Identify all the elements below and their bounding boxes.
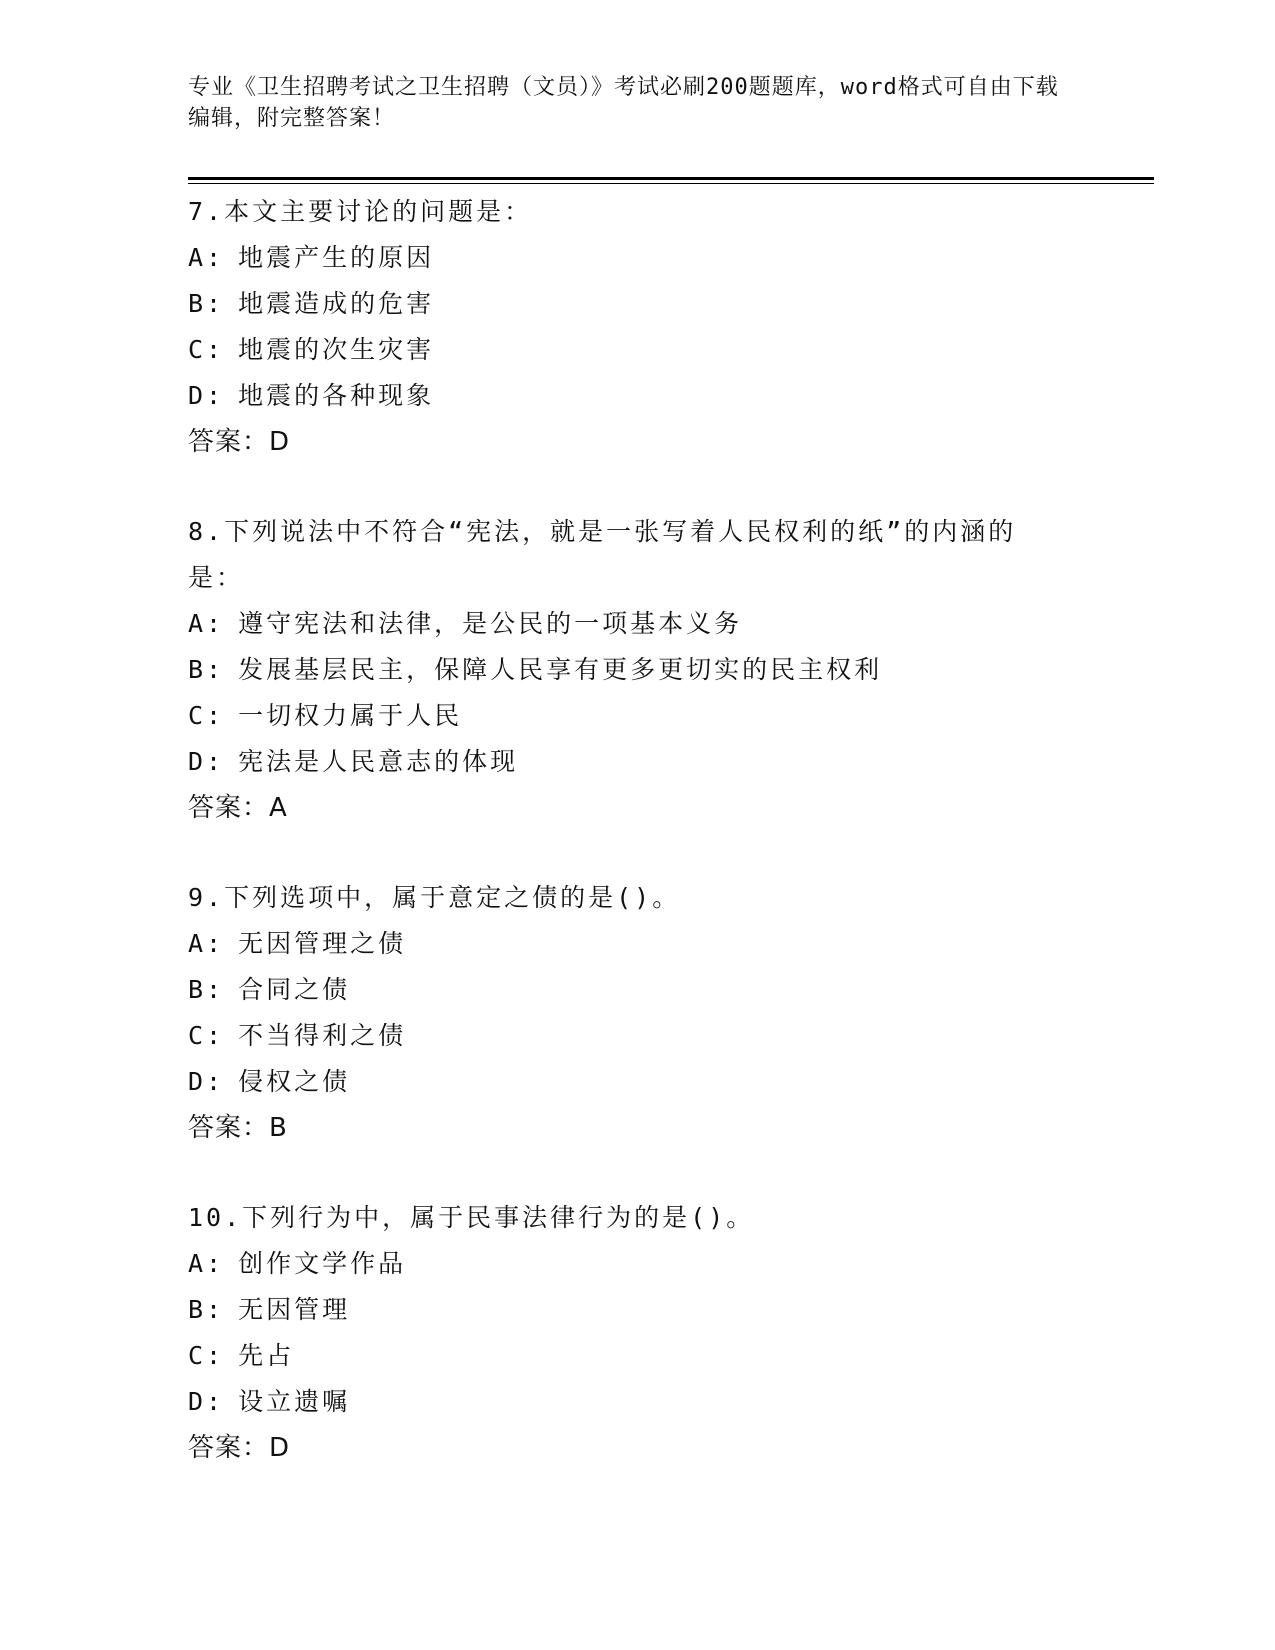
option-key: C: — [188, 701, 225, 730]
header-divider-thin — [188, 183, 1154, 184]
question-stem: 8.下列说法中不符合“宪法，就是一张写着人民权利的纸”的内涵的是： — [188, 517, 1017, 592]
option-c — [188, 327, 1068, 373]
option-key: D: — [188, 1387, 225, 1416]
option-b — [188, 967, 1068, 1013]
question-gap — [188, 831, 1068, 875]
option-text: 地震造成的危害 — [238, 289, 435, 318]
answer-label: 答案：A — [188, 793, 288, 823]
option-text: 合同之债 — [238, 975, 351, 1004]
option-key: B: — [188, 975, 225, 1004]
option-text: 不当得利之债 — [238, 1021, 407, 1050]
option-key: C: — [188, 1341, 225, 1370]
option-d — [188, 1379, 1068, 1425]
option-a — [188, 601, 1068, 647]
option-a — [188, 921, 1068, 967]
question-8 — [188, 509, 1068, 831]
question-gap — [188, 1151, 1068, 1195]
option-text: 先占 — [238, 1341, 295, 1370]
question-gap — [188, 465, 1068, 509]
option-text: 无因管理 — [238, 1295, 351, 1324]
option-text: 地震的各种现象 — [238, 381, 435, 410]
option-text: 创作文学作品 — [238, 1249, 407, 1278]
answer-label: 答案：B — [188, 1113, 288, 1143]
option-d — [188, 1059, 1068, 1105]
option-key: D: — [188, 1067, 225, 1096]
question-stem: 10.下列行为中，属于民事法律行为的是()。 — [188, 1203, 755, 1232]
option-key: A: — [188, 929, 225, 958]
option-a — [188, 1241, 1068, 1287]
question-9 — [188, 875, 1068, 1151]
question-list — [188, 189, 1068, 1471]
option-key: A: — [188, 1249, 225, 1278]
option-text: 发展基层民主，保障人民享有更多更切实的民主权利 — [238, 655, 883, 684]
option-c — [188, 693, 1068, 739]
question-10 — [188, 1195, 1068, 1471]
option-text: 遵守宪法和法律，是公民的一项基本义务 — [238, 609, 743, 638]
option-text: 宪法是人民意志的体现 — [238, 747, 519, 776]
document-intro: 专业《卫生招聘考试之卫生招聘（文员）》考试必刷200题题库，word格式可自由下载编辑，附完整答案！ — [188, 75, 1059, 131]
option-text: 一切权力属于人民 — [238, 701, 463, 730]
option-text: 侵权之债 — [238, 1067, 351, 1096]
option-c — [188, 1333, 1068, 1379]
option-key: B: — [188, 289, 225, 318]
option-key: D: — [188, 747, 225, 776]
option-a — [188, 235, 1068, 281]
header-divider-thick — [188, 177, 1154, 180]
option-key: C: — [188, 335, 225, 364]
question-7 — [188, 189, 1068, 465]
question-stem: 9.下列选项中，属于意定之债的是()。 — [188, 883, 681, 912]
option-b — [188, 281, 1068, 327]
option-text: 无因管理之债 — [238, 929, 407, 958]
option-text: 地震产生的原因 — [238, 243, 435, 272]
answer-label: 答案：D — [188, 1433, 291, 1463]
option-key: D: — [188, 381, 225, 410]
option-key: B: — [188, 655, 225, 684]
option-d — [188, 373, 1068, 419]
option-key: A: — [188, 243, 225, 272]
answer-label: 答案：D — [188, 427, 291, 457]
option-b — [188, 1287, 1068, 1333]
option-c — [188, 1013, 1068, 1059]
option-b — [188, 647, 1068, 693]
option-key: B: — [188, 1295, 225, 1324]
option-key: A: — [188, 609, 225, 638]
option-text: 地震的次生灾害 — [238, 335, 435, 364]
option-d — [188, 739, 1068, 785]
option-text: 设立遗嘱 — [238, 1387, 351, 1416]
option-key: C: — [188, 1021, 225, 1050]
question-stem: 7.本文主要讨论的问题是： — [188, 197, 533, 226]
